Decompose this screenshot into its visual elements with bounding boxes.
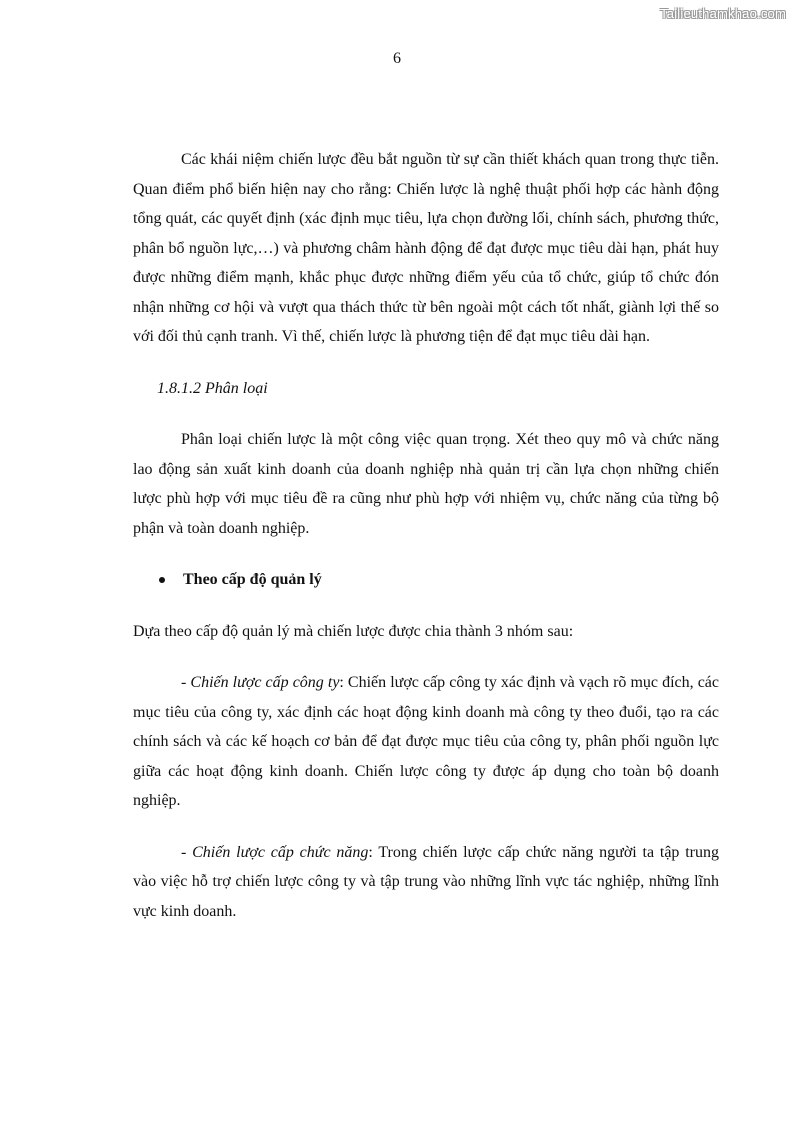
list-item-term: Chiến lược cấp công ty xyxy=(190,674,340,691)
list-item-functional-strategy xyxy=(133,838,719,927)
list-item-prefix: - xyxy=(181,843,193,861)
document-body xyxy=(133,145,719,948)
paragraph-groups-intro: Dựa theo cấp độ quản lý mà chiến lược được chia thành 3 nhóm sau: xyxy=(133,622,574,640)
list-item-text: : Chiến lược cấp công ty xác định và vạch rõ mục đích, các mục tiêu của công ty, xác định các hoạt động kinh doanh mà công ty theo đuổi, tạo ra các chính sách và các kế hoạch cơ bản để đạt được mục tiêu của công ty, phân phối nguồn lực giữa các hoạt động kinh doanh. Chiến lược công ty được áp dụng cho toàn bộ doanh nghiệp. xyxy=(133,674,719,809)
bullet-heading-text: Theo cấp độ quản lý xyxy=(183,571,322,588)
bullet-heading xyxy=(133,565,719,595)
watermark: Tailieuthamkhao.com xyxy=(660,6,786,21)
paragraph-classification: Phân loại chiến lược là một công việc quan trọng. Xét theo quy mô và chức năng lao động sản xuất kinh doanh của doanh nghiệp nhà quản trị cần lựa chọn những chiến lược phù hợp với mục tiêu đề ra cũng như phù hợp với nhiệm vụ, chức năng của từng bộ phận và toàn doanh nghiệp. xyxy=(133,431,719,537)
page-number: 6 xyxy=(393,50,401,67)
section-heading: 1.8.1.2 Phân loại xyxy=(157,379,268,397)
list-item-text: : Trong chiến lược cấp chức năng người ta tập trung vào việc hỗ trợ chiến lược công ty và tập trung vào những lĩnh vực tác nghiệp, những lĩnh vực kinh doanh. xyxy=(133,843,719,920)
list-item-term: Chiến lược cấp chức năng xyxy=(192,843,369,861)
list-item-corporate-strategy xyxy=(133,668,719,816)
list-item-prefix: - xyxy=(181,674,191,691)
bullet-icon xyxy=(159,577,165,583)
paragraph-strategy-concept: Các khái niệm chiến lược đều bắt nguồn từ sự cần thiết khách quan trong thực tiễn. Quan điểm phổ biến hiện nay cho rằng: Chiến lược là nghệ thuật phối hợp các hành động tổng quát, các quyết định (xác định mục tiêu, lựa chọn đường lối, chính sách, phương thức, phân bổ nguồn lực,…) và phương châm hành động để đạt được mục tiêu dài hạn, phát huy được những điểm mạnh, khắc phục được những điểm yếu của tổ chức, giúp tổ chức đón nhận những cơ hội và vượt qua thách thức từ bên ngoài một cách tốt nhất, giành lợi thế so với đối thủ cạnh tranh. Vì thế, chiến lược là phương tiện để đạt mục tiêu dài hạn. xyxy=(133,151,719,345)
